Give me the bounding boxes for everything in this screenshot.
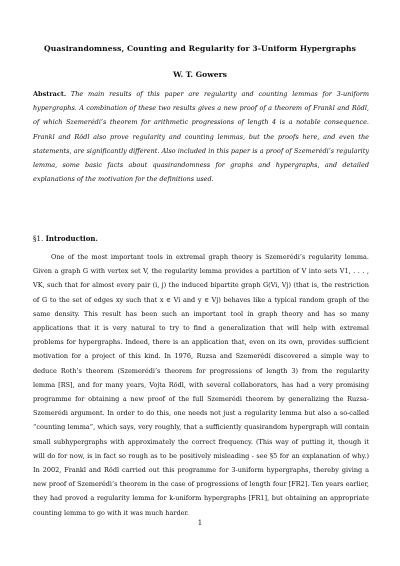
section-heading	[33, 234, 98, 243]
paper-author: W. T. Gowers	[173, 70, 227, 79]
abstract	[33, 87, 369, 186]
section-title: Introduction.	[45, 234, 98, 243]
abstract-label: Abstract.	[33, 90, 67, 98]
abstract-text: The main results of this paper are regularity and counting lemmas for 3-uniform hypergraphs. A combination of these two results gives a new proof of a theorem of Frankl and Rödl, of which Szemerédi’s theorem for arithmetic progressions of length 4 is a notable consequence. Frankl and Rödl also prove regularity and counting lemmas, but the proofs here, and even the statements, are significantly different. Also included in this paper is a proof of Szemerédi’s regularity lemma, some basic facts about quasirandomness for graphs and hypergraphs, and detailed explanations of the motivation for the definitions used.	[33, 90, 369, 184]
paper-title: Quasirandomness, Counting and Regularity for 3-Uniform Hypergraphs	[43, 44, 356, 53]
section-number: §1.	[33, 235, 44, 243]
page-number: 1	[197, 519, 203, 527]
intro-paragraph: One of the most important tools in extremal graph theory is Szemerédi’s regularity lemma. Given a graph G with vertex set V, the regularity lemma provides a partition of V into sets V1, . . . , VK, such that for almost every pair (i, j) the induced bipartite graph G(Vi, Vj) (that is, the restriction of G to the set of edges xy such that x ∈ Vi and y ∈ Vj) behaves like a typical random graph of the same density. This result has been such an important tool in graph theory and has so many applications that it is very natural to try to find a generalization that will help with extremal problems for hypergraphs. Indeed, there is an application that, even on its own, provides sufficient motivation for a project of this kind. In 1976, Ruzsa and Szemerédi discovered a simple way to deduce Roth’s theorem (Szemerédi’s theorem for progressions of length 3) from the regularity lemma [RS], and for many years, Vojta Rödl, with several collaborators, has had a very promising programme for obtaining a new proof of the full Szemerédi theorem by generalizing the Ruzsa-Szemerédi argument. In order to do this, one needs not just a regularity lemma but also a so-called “counting lemma”, which says, very roughly, that a sufficiently quasirandom hypergraph will contain small subhypergraphs with approximately the correct frequency. (This way of putting it, though it will do for now, is in fact so rough as to be positively misleading - see §5 for an explanation of why.) In 2002, Frankl and Rödl carried out this programme for 3-uniform hypergraphs, thereby giving a new proof of Szemerédi’s theorem in the case of progressions of length four [FR2]. Ten years earlier, they had proved a regularity lemma for k-uniform hypergraphs [FR1], but obtaining an appropriate counting lemma to go with it was much harder.	[33, 253, 369, 517]
